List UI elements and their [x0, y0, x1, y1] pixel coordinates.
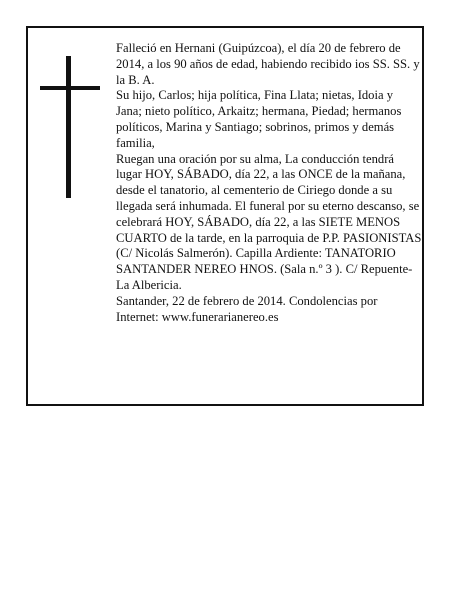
death-announcement: Falleció en Hernani (Guipúzcoa), el día 20 de febrero de 2014, a los 90 años de edad, habiendo recibido ios SS. SS. y la B. A.: [116, 41, 420, 87]
funeral-details: Ruegan una oración por su alma, La conducción tendrá lugar HOY, SÁBADO, día 22, a las ONCE de la mañana, desde el tanatorio, al cementerio de Ciriego donde a su llegada será inhumada. El funeral por su eterno descanso, se celebrará HOY, SÁBADO, día 22, a las SIETE MENOS CUARTO de la tarde, en la parroquia de P.P. PASIONISTAS (C/ Nicolás Salmerón). Capilla Ardiente: TANATORIO SANTANDER NEREO HNOS. (Sala n.º 3 ). C/ Repuente-La Albericia.: [116, 151, 422, 292]
obituary-notice: [26, 26, 424, 406]
notice-text: [116, 41, 422, 325]
family-members: Su hijo, Carlos; hija política, Fina Llata; nietas, Idoia y Jana; nieto político, Arkaitz; hermana, Piedad; hermanos políticos, Marina y Santiago; sobrinos, primos y demás familia,: [116, 88, 402, 150]
latin-cross-icon: [40, 56, 100, 198]
cross-vertical-bar: [66, 56, 71, 198]
place-date-condolences: Santander, 22 de febrero de 2014. Condolencias por Internet: www.funerarianereo.es: [116, 293, 378, 324]
cross-horizontal-bar: [40, 86, 100, 90]
